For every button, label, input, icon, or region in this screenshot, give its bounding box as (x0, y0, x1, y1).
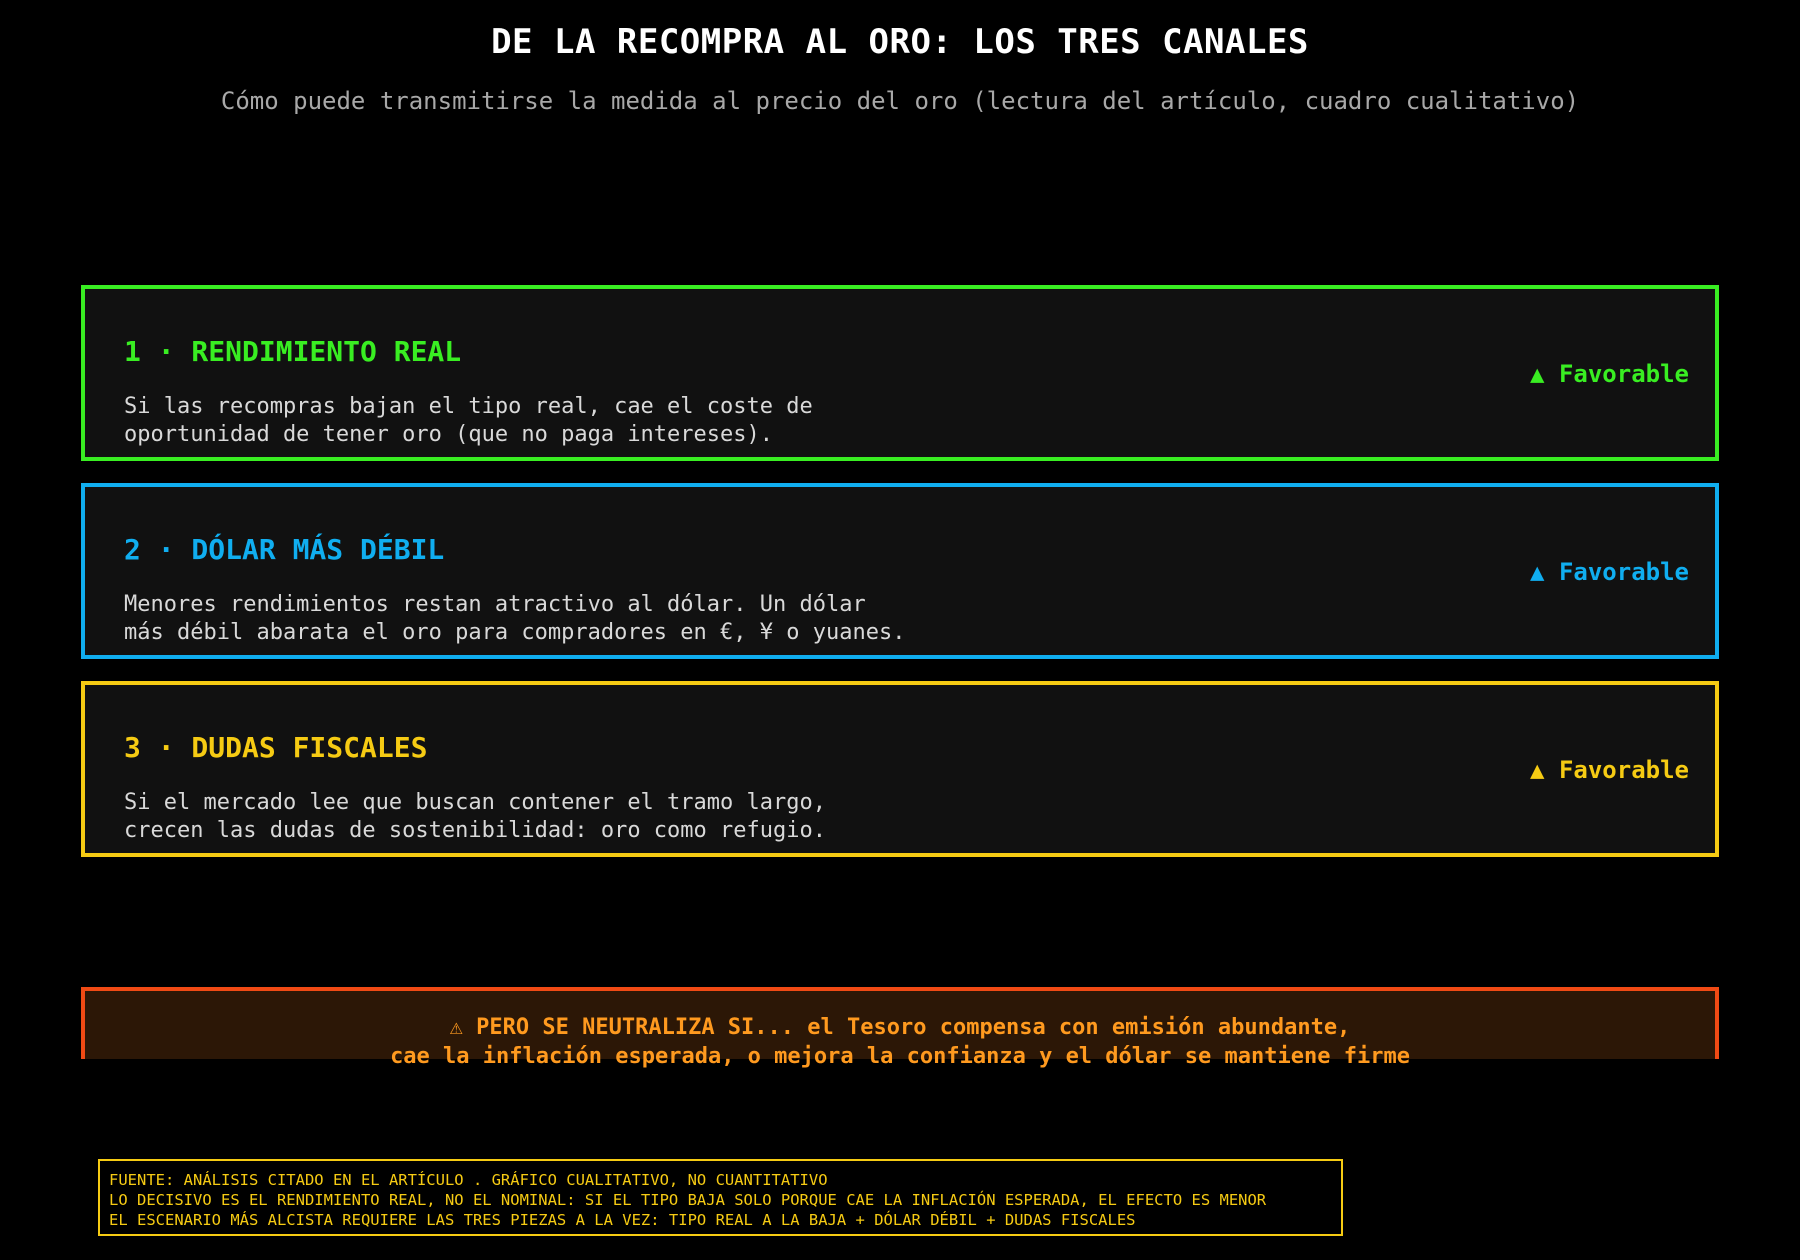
channel-status-favorable: ▲ Favorable (1530, 558, 1689, 586)
channel-box-fiscal-doubts (81, 681, 1719, 857)
channel-description: Si las recompras bajan el tipo real, cae el coste de oportunidad de tener oro (que no paga intereses). (124, 394, 813, 447)
channel-box-weaker-dollar (81, 483, 1719, 659)
channel-title: 1 · RENDIMIENTO REAL (124, 335, 462, 368)
channel-description: Si el mercado lee que buscan contener el tramo largo, crecen las dudas de sostenibilidad: oro como refugio. (124, 790, 826, 843)
channel-box-real-yield (81, 285, 1719, 461)
channel-status-favorable: ▲ Favorable (1530, 360, 1689, 388)
channel-description: Menores rendimientos restan atractivo al dólar. Un dólar más débil abarata el oro para compradores en €, ¥ o yuanes. (124, 592, 906, 645)
source-note-box (98, 1159, 1343, 1236)
channel-title: 2 · DÓLAR MÁS DÉBIL (124, 533, 445, 566)
channel-status-favorable: ▲ Favorable (1530, 756, 1689, 784)
source-line: LO DECISIVO ES EL RENDIMIENTO REAL, NO EL NOMINAL: SI EL TIPO BAJA SOLO PORQUE CAE LA INFLACIÓN ESPERADA, EL EFECTO ES MENOR (109, 1191, 1267, 1209)
diagram-subtitle: Cómo puede transmitirse la medida al precio del oro (lectura del artículo, cuadro cualitativo) (220, 87, 1580, 115)
channel-title: 3 · DUDAS FISCALES (124, 731, 428, 764)
warning-text: ⚠ PERO SE NEUTRALIZA SI... el Tesoro compensa con emisión abundante, cae la inflación esperada, o mejora la confianza y el dólar se mantiene firme (390, 1015, 1410, 1069)
diagram-title: DE LA RECOMPRA AL ORO: LOS TRES CANALES (491, 22, 1309, 62)
source-line: EL ESCENARIO MÁS ALCISTA REQUIERE LAS TRES PIEZAS A LA VEZ: TIPO REAL A LA BAJA + DÓLAR DÉBIL + DUDAS FISCALES (109, 1211, 1136, 1229)
source-line: FUENTE: ANÁLISIS CITADO EN EL ARTÍCULO . GRÁFICO CUALITATIVO, NO CUANTITATIVO (109, 1171, 828, 1189)
